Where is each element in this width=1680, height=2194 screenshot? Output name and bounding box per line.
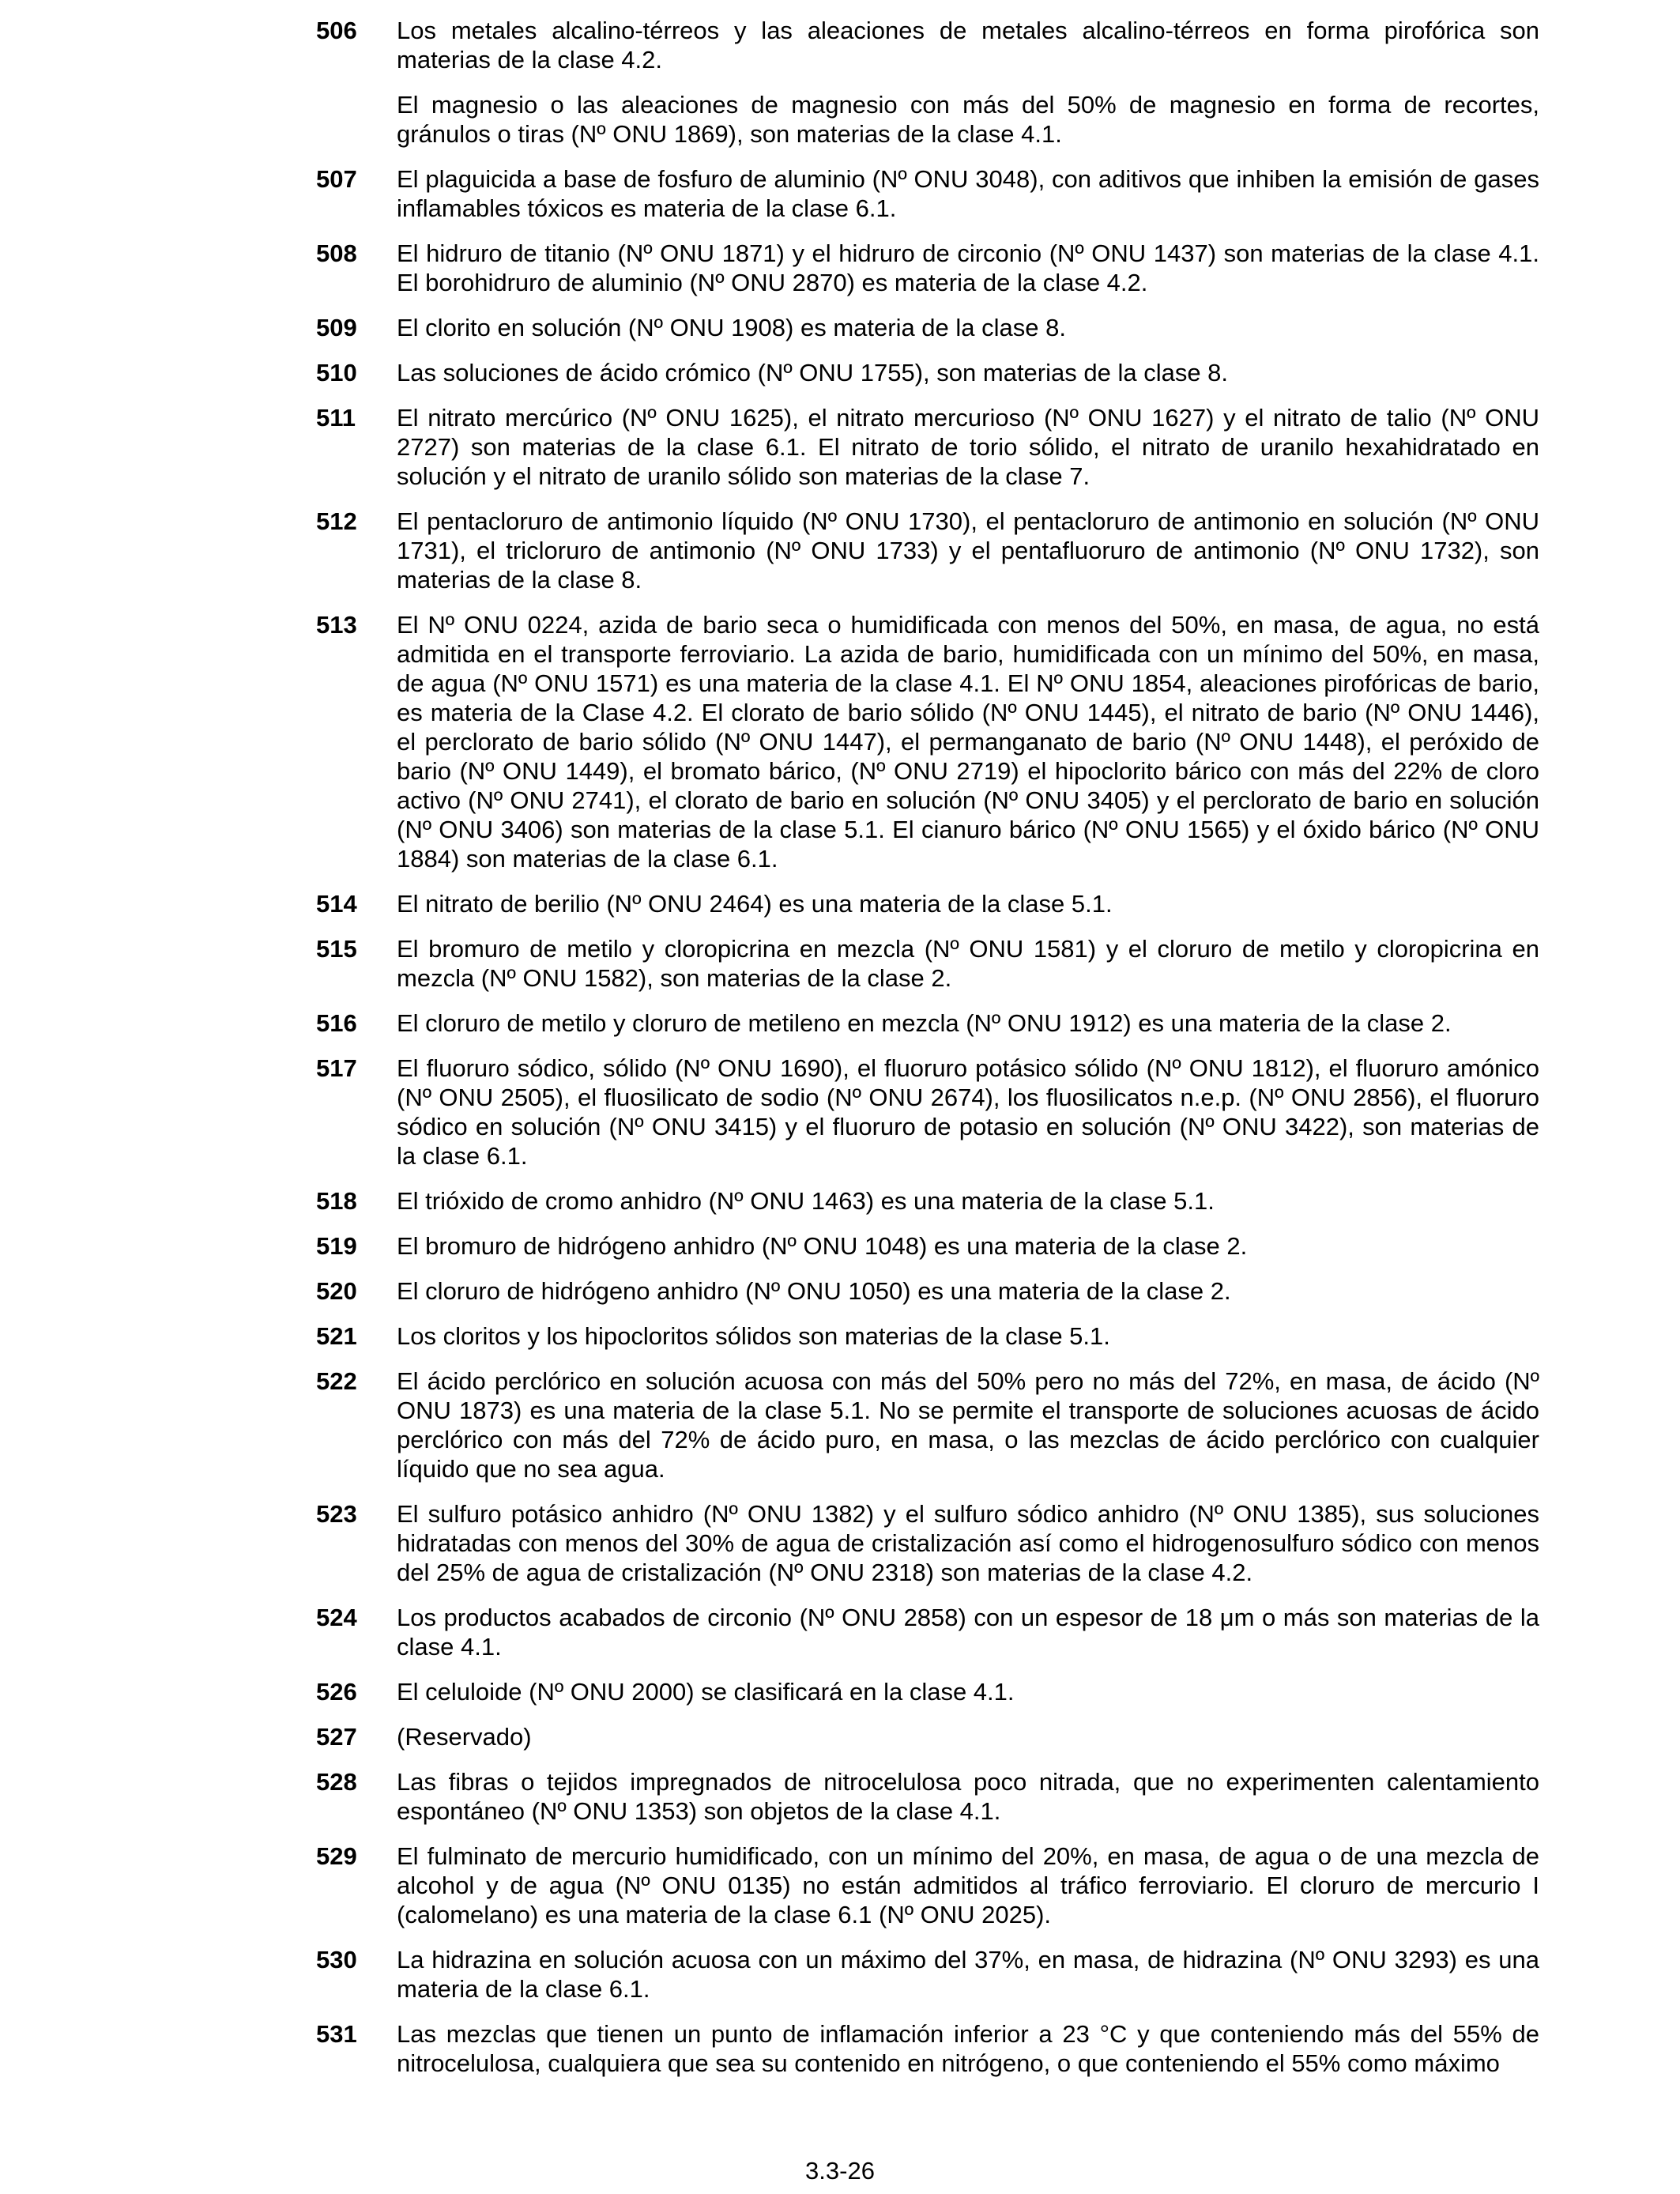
- provision-body: [397, 1321, 1539, 1351]
- provision-paragraph: El celuloide (Nº ONU 2000) se clasificará en la clase 4.1.: [397, 1678, 1015, 1706]
- provision-paragraph: El fluoruro sódico, sólido (Nº ONU 1690), el fluoruro potásico sólido (Nº ONU 1812), el fluoruro amónico (Nº ONU 2505), el fluosilicato de sodio (Nº ONU 2674), los fluosilicatos n.e.p. (Nº ONU 2856), el fluoruro sódico en solución (Nº ONU 3415) y el fluoruro de potasio en solución (Nº ONU 3422), son materias de la clase 6.1.: [397, 1054, 1539, 1170]
- provision-number: 530: [316, 1946, 357, 1973]
- provision-item: [316, 1767, 1539, 1826]
- provision-number: 515: [316, 935, 357, 963]
- provision-body: [397, 1842, 1539, 1929]
- provision-paragraph: Las mezclas que tienen un punto de inflamación inferior a 23 °C y que conteniendo más del 55% de nitrocelulosa, cualquiera que sea su contenido en nitrógeno, o que conteniendo el 55% como máximo: [397, 2020, 1539, 2077]
- provision-paragraph: Las fibras o tejidos impregnados de nitrocelulosa poco nitrada, que no experimenten calentamiento espontáneo (Nº ONU 1353) son objetos de la clase 4.1.: [397, 1768, 1539, 1825]
- provision-body: [397, 403, 1539, 491]
- provision-number: 523: [316, 1500, 357, 1528]
- provision-item: [316, 610, 1539, 873]
- provision-paragraph: El trióxido de cromo anhidro (Nº ONU 1463) es una materia de la clase 5.1.: [397, 1187, 1215, 1215]
- provision-item: [316, 239, 1539, 297]
- provision-number: 512: [316, 507, 357, 535]
- provision-body: [397, 1945, 1539, 2004]
- provision-paragraph: El cloruro de hidrógeno anhidro (Nº ONU 1050) es una materia de la clase 2.: [397, 1277, 1231, 1305]
- provision-item: [316, 1842, 1539, 1929]
- provision-body: [397, 16, 1539, 149]
- provision-number: 528: [316, 1768, 357, 1796]
- provision-body: [397, 164, 1539, 223]
- provision-body: [397, 1276, 1539, 1306]
- provision-item: [316, 1321, 1539, 1351]
- provision-paragraph: El cloruro de metilo y cloruro de metileno en mezcla (Nº ONU 1912) es una materia de la clase 2.: [397, 1009, 1452, 1037]
- provision-item: [316, 507, 1539, 594]
- provision-body: [397, 1499, 1539, 1587]
- provision-paragraph: El clorito en solución (Nº ONU 1908) es materia de la clase 8.: [397, 314, 1066, 341]
- provision-number: 529: [316, 1842, 357, 1870]
- provision-body: [397, 1008, 1539, 1038]
- provision-body: [397, 1677, 1539, 1706]
- provision-item: [316, 1186, 1539, 1216]
- special-provisions-list: [316, 16, 1539, 2094]
- provision-number: 511: [316, 404, 356, 432]
- provision-item: [316, 1276, 1539, 1306]
- provision-number: 526: [316, 1678, 357, 1706]
- provision-paragraph: El magnesio o las aleaciones de magnesio con más del 50% de magnesio en forma de recortes, gránulos o tiras (Nº ONU 1869), son materias de la clase 4.1.: [397, 91, 1539, 148]
- provision-number: 531: [316, 2020, 357, 2048]
- provision-paragraph: El nitrato mercúrico (Nº ONU 1625), el nitrato mercurioso (Nº ONU 1627) y el nitrato de talio (Nº ONU 2727) son materias de la clase 6.1. El nitrato de torio sólido, el nitrato de uranilo hexahidratado en solución y el nitrato de uranilo sólido son materias de la clase 7.: [397, 404, 1539, 490]
- provision-item: [316, 1722, 1539, 1751]
- provision-paragraph: Los metales alcalino-térreos y las aleaciones de metales alcalino-térreos en forma pirofórica son materias de la clase 4.2.: [397, 17, 1539, 74]
- provision-paragraph: El nitrato de berilio (Nº ONU 2464) es una materia de la clase 5.1.: [397, 890, 1113, 918]
- provision-paragraph: El hidruro de titanio (Nº ONU 1871) y el hidruro de circonio (Nº ONU 1437) son materias de la clase 4.1. El borohidruro de aluminio (Nº ONU 2870) es materia de la clase 4.2.: [397, 239, 1539, 296]
- provision-item: [316, 1603, 1539, 1661]
- provision-item: [316, 934, 1539, 993]
- provision-paragraph: La hidrazina en solución acuosa con un máximo del 37%, en masa, de hidrazina (Nº ONU 3293) es una materia de la clase 6.1.: [397, 1946, 1539, 2003]
- provision-body: [397, 1722, 1539, 1751]
- provision-body: [397, 1367, 1539, 1483]
- provision-item: [316, 358, 1539, 387]
- provision-number: 520: [316, 1277, 357, 1305]
- provision-body: [397, 2019, 1539, 2078]
- provision-body: [397, 1231, 1539, 1261]
- provision-item: [316, 889, 1539, 918]
- provision-item: [316, 403, 1539, 491]
- page-number: 3.3-26: [805, 2157, 875, 2185]
- provision-item: [316, 1945, 1539, 2004]
- provision-number: 519: [316, 1232, 357, 1260]
- provision-item: [316, 1499, 1539, 1587]
- provision-item: [316, 1054, 1539, 1171]
- provision-paragraph: Los productos acabados de circonio (Nº ONU 2858) con un espesor de 18 μm o más son materias de la clase 4.1.: [397, 1604, 1539, 1661]
- provision-item: [316, 16, 1539, 149]
- provision-number: 517: [316, 1054, 357, 1082]
- provision-paragraph: El sulfuro potásico anhidro (Nº ONU 1382) y el sulfuro sódico anhidro (Nº ONU 1385), sus soluciones hidratadas con menos del 30% de agua de cristalización así como el hidrogenosulfuro sódico con menos del 25% de agua de cristalización (Nº ONU 2318) son materias de la clase 4.2.: [397, 1500, 1539, 1586]
- provision-body: [397, 889, 1539, 918]
- provision-paragraph: El plaguicida a base de fosfuro de aluminio (Nº ONU 3048), con aditivos que inhiben la emisión de gases inflamables tóxicos es materia de la clase 6.1.: [397, 165, 1539, 222]
- provision-paragraph: Los cloritos y los hipocloritos sólidos son materias de la clase 5.1.: [397, 1322, 1110, 1350]
- provision-number: 516: [316, 1009, 357, 1037]
- provision-body: [397, 507, 1539, 594]
- provision-paragraph: El Nº ONU 0224, azida de bario seca o humidificada con menos del 50%, en masa, de agua, no está admitida en el transporte ferroviario. La azida de bario, humidificada con un mínimo del 50%, en masa, de agua (Nº ONU 1571) es una materia de la clase 4.1. El Nº ONU 1854, aleaciones pirofóricas de bario, es materia de la Clase 4.2. El clorato de bario sólido (Nº ONU 1445), el nitrato de bario (Nº ONU 1446), el perclorato de bario sólido (Nº ONU 1447), el permanganato de bario (Nº ONU 1448), el peróxido de bario (Nº ONU 1449), el bromato bárico, (Nº ONU 2719) el hipoclorito bárico con más del 22% de cloro activo (Nº ONU 2741), el clorato de bario en solución (Nº ONU 3405) y el perclorato de bario en solución (Nº ONU 3406) son materias de la clase 5.1. El cianuro bárico (Nº ONU 1565) y el óxido bárico (Nº ONU 1884) son materias de la clase 6.1.: [397, 611, 1539, 873]
- provision-paragraph: Las soluciones de ácido crómico (Nº ONU 1755), son materias de la clase 8.: [397, 359, 1229, 386]
- provision-paragraph: (Reservado): [397, 1723, 532, 1751]
- provision-number: 509: [316, 314, 357, 341]
- provision-number: 513: [316, 611, 357, 639]
- provision-body: [397, 1054, 1539, 1171]
- provision-number: 524: [316, 1604, 357, 1631]
- provision-number: 508: [316, 239, 357, 267]
- provision-body: [397, 313, 1539, 342]
- provision-item: [316, 1367, 1539, 1483]
- provision-body: [397, 358, 1539, 387]
- provision-paragraph: El bromuro de metilo y cloropicrina en mezcla (Nº ONU 1581) y el cloruro de metilo y cloropicrina en mezcla (Nº ONU 1582), son materias de la clase 2.: [397, 935, 1539, 992]
- provision-number: 518: [316, 1187, 357, 1215]
- provision-body: [397, 1767, 1539, 1826]
- provision-item: [316, 313, 1539, 342]
- provision-number: 521: [316, 1322, 357, 1350]
- provision-paragraph: El bromuro de hidrógeno anhidro (Nº ONU 1048) es una materia de la clase 2.: [397, 1232, 1248, 1260]
- provision-paragraph: El fulminato de mercurio humidificado, con un mínimo del 20%, en masa, de agua o de una mezcla de alcohol y de agua (Nº ONU 0135) no están admitidos al tráfico ferroviario. El cloruro de mercurio I (calomelano) es una materia de la clase 6.1 (Nº ONU 2025).: [397, 1842, 1539, 1928]
- provision-number: 510: [316, 359, 357, 386]
- provision-number: 507: [316, 165, 357, 193]
- provision-item: [316, 1677, 1539, 1706]
- provision-body: [397, 1603, 1539, 1661]
- provision-body: [397, 934, 1539, 993]
- provision-paragraph: El pentacloruro de antimonio líquido (Nº ONU 1730), el pentacloruro de antimonio en solución (Nº ONU 1731), el tricloruro de antimonio (Nº ONU 1733) y el pentafluoruro de antimonio (Nº ONU 1732), son materias de la clase 8.: [397, 507, 1539, 594]
- provision-number: 522: [316, 1367, 357, 1395]
- provision-number: 527: [316, 1723, 357, 1751]
- provision-item: [316, 1231, 1539, 1261]
- provision-body: [397, 610, 1539, 873]
- provision-paragraph: El ácido perclórico en solución acuosa con más del 50% pero no más del 72%, en masa, de ácido (Nº ONU 1873) es una materia de la clase 5.1. No se permite el transporte de soluciones acuosas de ácido perclórico con más del 72% de ácido puro, en masa, o las mezclas de ácido perclórico con cualquier líquido que no sea agua.: [397, 1367, 1539, 1483]
- provision-number: 514: [316, 890, 357, 918]
- provision-item: [316, 1008, 1539, 1038]
- provision-body: [397, 239, 1539, 297]
- provision-body: [397, 1186, 1539, 1216]
- provision-item: [316, 2019, 1539, 2078]
- provision-item: [316, 164, 1539, 223]
- provision-number: 506: [316, 17, 357, 44]
